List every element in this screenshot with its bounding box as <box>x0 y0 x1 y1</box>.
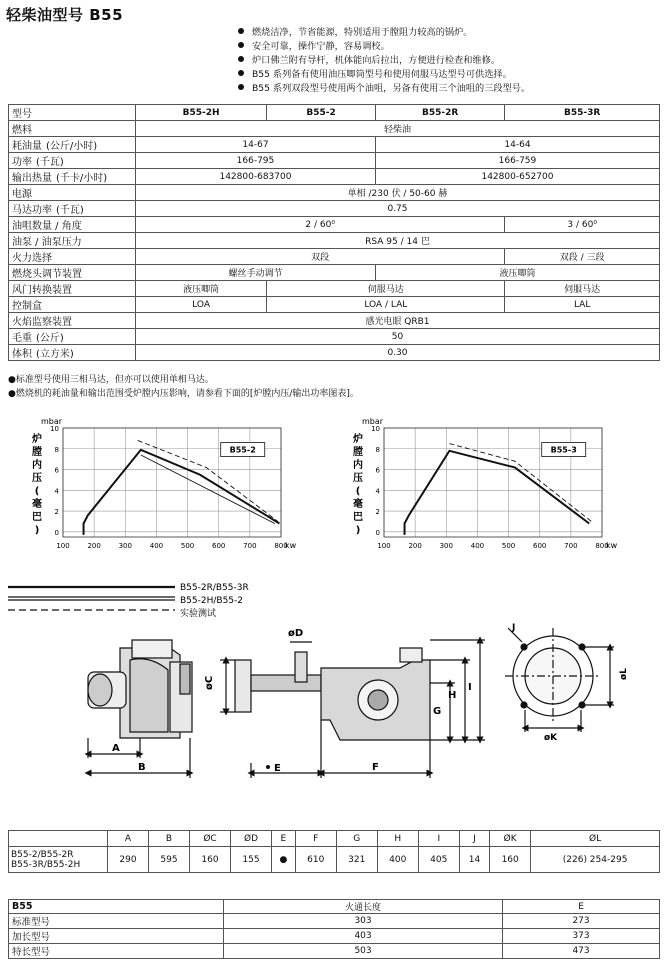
y-axis-label-char: 膛 <box>32 447 42 458</box>
spec-value: 伺服马达 <box>505 281 660 297</box>
x-tick-label: 400 <box>149 542 164 550</box>
y-axis-label-char: 巴 <box>32 512 42 523</box>
dim-value-cell: 155 <box>231 847 272 873</box>
feature-item: 燃烧洁净，节省能源，特别适用于膛阻力较高的锅炉。 <box>238 26 658 40</box>
feature-item: 炉口佛兰附有导杆，机体能向后拉出，方便进行检查和维修。 <box>238 54 658 68</box>
dim-label-h: H <box>448 690 457 701</box>
model-header: B55-2H <box>136 105 267 121</box>
chart-b55-3 <box>352 417 618 550</box>
spec-row-motor <box>9 201 660 217</box>
spec-value: 伺服马达 <box>267 281 505 297</box>
y-axis-label-char: 压 <box>353 473 363 484</box>
length-header-cell: E <box>503 900 660 914</box>
spec-value: 液压唧筒 <box>375 265 659 281</box>
y-axis-label-char: 毫 <box>32 499 42 510</box>
y-axis-label-char: 炉 <box>353 434 363 445</box>
length-row <box>9 929 660 944</box>
dim-label-b: B <box>138 762 146 773</box>
dim-value-cell: 160 <box>190 847 231 873</box>
feature-item: B55 系列双段型号使用两个油咀，另备有使用三个油咀的三段型号。 <box>238 82 658 96</box>
x-tick-label: 500 <box>180 542 195 550</box>
spec-value: 液压唧筒 <box>136 281 267 297</box>
x-unit-label: kw <box>606 541 618 550</box>
burner-tube-view <box>220 640 485 778</box>
spec-value: 14-67 <box>136 137 376 153</box>
spec-value: 轻柴油 <box>136 121 660 137</box>
series-line-thin <box>141 455 275 524</box>
y-axis-label-char: 膛 <box>353 447 363 458</box>
bullet-icon <box>238 84 244 90</box>
y-tick-label: 10 <box>371 425 380 433</box>
y-axis-label-char: 内 <box>32 460 42 471</box>
y-tick-label: 0 <box>54 528 59 537</box>
burner-side-view <box>88 640 192 778</box>
dim-label-f: F <box>372 762 379 773</box>
dim-value-cell: 321 <box>336 847 377 873</box>
dim-header-row <box>9 831 660 847</box>
dim-value-cell: 400 <box>377 847 418 873</box>
model-header: B55-2 <box>267 105 376 121</box>
length-cell: 403 <box>224 929 503 944</box>
x-tick-label: 600 <box>212 542 226 550</box>
spec-label: 控制盒 <box>9 297 136 313</box>
dim-header-cell: B <box>149 831 190 847</box>
spec-label: 耗油量 (公斤/小时) <box>9 137 136 153</box>
length-cell: 303 <box>224 914 503 929</box>
length-cell: 273 <box>503 914 660 929</box>
y-axis-label-char: ( <box>34 486 40 497</box>
spec-label: 马达功率 (千瓦) <box>9 201 136 217</box>
spec-value: 166-759 <box>375 153 659 169</box>
spec-row-damper <box>9 281 660 297</box>
dim-header-cell: I <box>418 831 459 847</box>
y-tick-label: 10 <box>50 425 59 433</box>
length-cell: 373 <box>503 929 660 944</box>
dim-label-j: J <box>512 623 516 633</box>
spec-row-flame <box>9 313 660 329</box>
length-cell: 503 <box>224 944 503 959</box>
dimension-table <box>8 830 660 873</box>
spec-row-fuel <box>9 121 660 137</box>
spec-value: 0.75 <box>136 201 660 217</box>
dim-header-cell: G <box>336 831 377 847</box>
bullet-icon <box>238 56 244 62</box>
spec-value: 双段 <box>136 249 505 265</box>
dim-value-cell: 14 <box>459 847 489 873</box>
spec-value: RSA 95 / 14 巴 <box>136 233 660 249</box>
model-header: B55-2R <box>375 105 504 121</box>
x-tick-label: 800 <box>595 542 609 550</box>
spec-label: 燃料 <box>9 121 136 137</box>
y-tick-label: 2 <box>375 508 380 517</box>
dim-label-k: øK <box>544 733 558 743</box>
dim-header-cell: ØC <box>190 831 231 847</box>
spec-row-control <box>9 297 660 313</box>
spec-row-consumption <box>9 137 660 153</box>
spec-row-volume <box>9 345 660 361</box>
y-tick-label: 4 <box>54 487 59 496</box>
spec-label: 油咀数量 / 角度 <box>9 217 136 233</box>
feature-list <box>238 26 658 96</box>
length-row <box>9 914 660 929</box>
spec-label: 火焰监察装置 <box>9 313 136 329</box>
x-tick-label: 600 <box>533 542 547 550</box>
x-tick-label: 400 <box>470 542 485 550</box>
spec-row-pump <box>9 233 660 249</box>
x-tick-label: 200 <box>87 542 101 550</box>
spec-label: 油泵 / 油泵压力 <box>9 233 136 249</box>
x-tick-label: 100 <box>56 542 70 550</box>
dim-value-cell: (226) 254-295 <box>531 847 660 873</box>
dim-value-cell: 610 <box>295 847 336 873</box>
dim-label-c: øC <box>204 675 215 690</box>
length-table <box>8 899 660 959</box>
spec-label: 毛重 (公斤) <box>9 329 136 345</box>
spec-label: 风门转换装置 <box>9 281 136 297</box>
dim-header-cell <box>9 831 108 847</box>
charts-area <box>0 410 665 580</box>
dim-label-a: A <box>112 743 120 754</box>
dimension-drawing <box>0 620 665 825</box>
x-tick-label: 800 <box>274 542 288 550</box>
spec-value: LAL <box>505 297 660 313</box>
x-tick-label: 200 <box>408 542 422 550</box>
spec-value: 单相 /230 伏 / 50-60 赫 <box>136 185 660 201</box>
note-line: ●燃烧机的耗油量和输出范围受炉膛内压影响，请参看下面的[炉膛内压/输出功率图表]。 <box>8 389 359 399</box>
spec-value: 螺丝手动调节 <box>136 265 376 281</box>
dim-header-cell: ØL <box>531 831 660 847</box>
dim-header-cell: ØK <box>490 831 531 847</box>
length-header-row <box>9 900 660 914</box>
spec-value: 50 <box>136 329 660 345</box>
spec-value: 双段 / 三段 <box>505 249 660 265</box>
spec-row-fire <box>9 249 660 265</box>
spec-value: 142800-652700 <box>375 169 659 185</box>
dim-value-cell: 405 <box>418 847 459 873</box>
spec-header-row <box>9 105 660 121</box>
bullet-icon <box>238 70 244 76</box>
legend-label: 实验测试 <box>180 609 217 619</box>
y-unit-label: mbar <box>41 417 63 426</box>
note-line: ●标准型号使用三相马达，但亦可以使用单相马达。 <box>8 375 214 385</box>
y-axis-label-char: 毫 <box>353 499 363 510</box>
length-cell: 473 <box>503 944 660 959</box>
spec-row-weight <box>9 329 660 345</box>
chart-title: B55-2 <box>229 445 256 455</box>
length-header-cell: B55 <box>9 900 224 914</box>
chart-legend <box>0 580 300 625</box>
x-tick-label: 300 <box>118 542 132 550</box>
dim-header-cell: ØD <box>231 831 272 847</box>
x-tick-label: 700 <box>564 542 578 550</box>
length-row <box>9 944 660 959</box>
spec-row-supply <box>9 185 660 201</box>
legend-label: B55-2R/B55-3R <box>180 583 249 593</box>
length-header-cell: 火通长度 <box>224 900 503 914</box>
dim-header-cell: A <box>108 831 149 847</box>
spec-value: 166-795 <box>136 153 376 169</box>
spec-label: 火力选择 <box>9 249 136 265</box>
spec-row-nozzles <box>9 217 660 233</box>
spec-value: 142800-683700 <box>136 169 376 185</box>
y-axis-label-char: ( <box>355 486 361 497</box>
spec-label: 功率 (千瓦) <box>9 153 136 169</box>
x-tick-label: 500 <box>501 542 516 550</box>
dim-header-cell: H <box>377 831 418 847</box>
length-cell: 加长型号 <box>9 929 224 944</box>
dim-value-cell: 290 <box>108 847 149 873</box>
dim-header-cell: J <box>459 831 489 847</box>
spec-label: 燃烧头调节装置 <box>9 265 136 281</box>
x-tick-label: 300 <box>439 542 453 550</box>
y-axis-label-char: 炉 <box>32 434 42 445</box>
spec-label: 体积 (立方米) <box>9 345 136 361</box>
feature-item: B55 系列备有使用油压唧筒型号和使用伺服马达型号可供选择。 <box>238 68 658 82</box>
model-header: B55-3R <box>505 105 660 121</box>
y-tick-label: 8 <box>375 445 380 454</box>
notes <box>8 373 359 401</box>
y-axis-label-char: 压 <box>32 473 42 484</box>
dim-value-cell: 160 <box>490 847 531 873</box>
y-unit-label: mbar <box>362 417 384 426</box>
x-tick-label: 100 <box>377 542 391 550</box>
dim-header-cell: F <box>295 831 336 847</box>
y-tick-label: 6 <box>375 466 380 475</box>
legend-label: B55-2H/B55-2 <box>180 596 243 606</box>
dim-value-row <box>9 847 660 873</box>
bullet-icon <box>238 28 244 34</box>
dim-label-l: øL <box>619 668 629 680</box>
spec-label: 输出热量 (千卡/小时) <box>9 169 136 185</box>
spec-value: 14-64 <box>375 137 659 153</box>
series-line-thick <box>405 451 590 535</box>
spec-row-head <box>9 265 660 281</box>
chart-b55-2 <box>31 417 297 550</box>
spec-row-power <box>9 153 660 169</box>
spec-value: LOA / LAL <box>267 297 505 313</box>
y-tick-label: 2 <box>54 508 59 517</box>
y-axis-label-char: ) <box>34 525 40 536</box>
dim-value-cell: 595 <box>149 847 190 873</box>
flange-front-view <box>505 628 614 732</box>
spec-value: 感光电眼 QRB1 <box>136 313 660 329</box>
page-title: 轻柴油型号 B55 <box>6 6 124 24</box>
y-tick-label: 0 <box>375 528 380 537</box>
dim-value-cell: ● <box>272 847 296 873</box>
y-axis-label-char: ) <box>355 525 361 536</box>
dim-label-i: I <box>468 682 472 693</box>
y-tick-label: 6 <box>54 466 59 475</box>
x-tick-label: 700 <box>243 542 257 550</box>
dim-label-g: G <box>433 706 442 717</box>
spec-header-label: 型号 <box>9 105 136 121</box>
chart-title: B55-3 <box>550 445 577 455</box>
spec-value: LOA <box>136 297 267 313</box>
spec-value: 0.30 <box>136 345 660 361</box>
spec-value: 3 / 60⁰ <box>505 217 660 233</box>
dim-label-d: øD <box>288 628 304 639</box>
dim-e-marker <box>266 765 270 769</box>
y-axis-label-char: 内 <box>353 460 363 471</box>
feature-item: 安全可靠，操作宁静，容易调校。 <box>238 40 658 54</box>
spec-row-heat <box>9 169 660 185</box>
dim-label-e: E <box>274 763 281 774</box>
bullet-icon <box>238 42 244 48</box>
spec-table <box>8 104 660 361</box>
spec-label: 电源 <box>9 185 136 201</box>
dim-model-cell: B55-2/B55-2R B55-3R/B55-2H <box>9 847 108 873</box>
y-tick-label: 8 <box>54 445 59 454</box>
length-cell: 特长型号 <box>9 944 224 959</box>
y-axis-label-char: 巴 <box>353 512 363 523</box>
dim-header-cell: E <box>272 831 296 847</box>
x-unit-label: kw <box>285 541 297 550</box>
length-cell: 标准型号 <box>9 914 224 929</box>
spec-value: 2 / 60⁰ <box>136 217 505 233</box>
y-tick-label: 4 <box>375 487 380 496</box>
